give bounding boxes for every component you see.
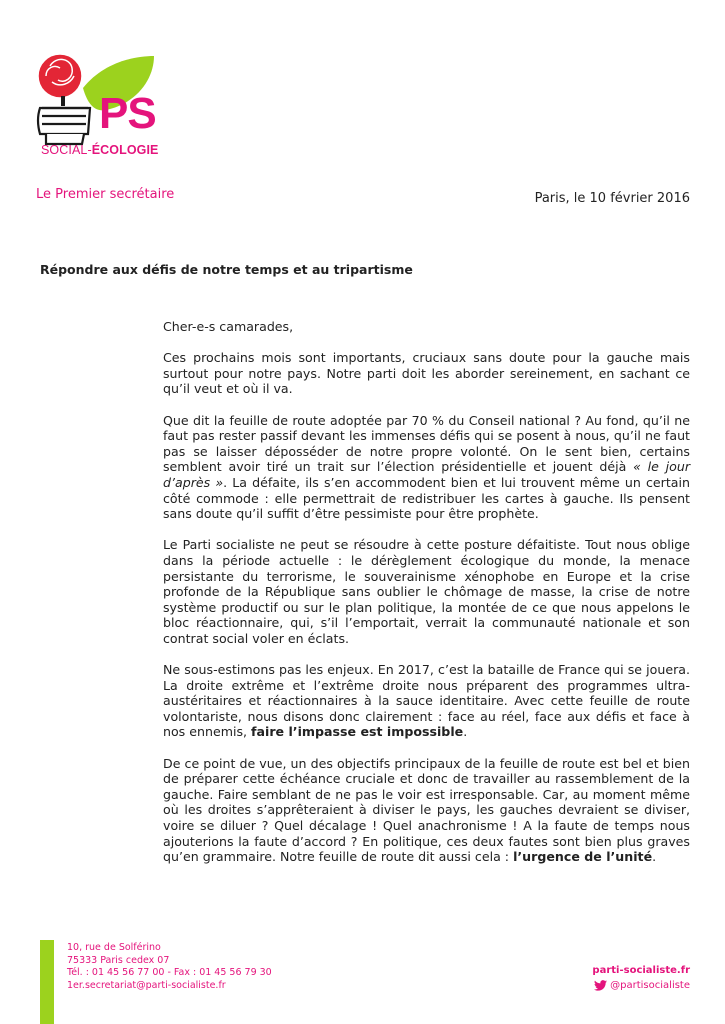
logo-tagline-ecologie: ÉCOLOGIE (91, 143, 159, 157)
paragraph-4-text-b: . (463, 724, 468, 740)
paragraph-5-text-a: De ce point de vue, un des objectifs principaux de la feuille de route est bel et bien de préparer cette échéance cruciale et donc de travailler au rassemblement de la gauche. Faire semblant de ne pas le voir est irresponsable. Car, au moment même où les droites s’apprêteraient à diviser le pays, les gauches devraient se diviser, voire se diluer ? Quel décalage ! Quel anachronisme ! A la faute de temps nous ajouterions la faute d’accord ? En politique, ces deux fautes sont bien plus graves qu’en grammaire. Notre feuille de route dit aussi cela : (163, 755, 690, 865)
letter-date: Paris, le 10 février 2016 (534, 191, 690, 206)
sender-role: Le Premier secrétaire (36, 187, 175, 202)
logo-tagline (41, 143, 181, 157)
letter-subject: Répondre aux défis de notre temps et au tripartisme (40, 262, 413, 277)
twitter-bird-icon (594, 980, 607, 991)
footer-accent-bar (40, 940, 54, 1024)
paragraph-5-text-b: . (652, 849, 657, 865)
paragraph-2-text-b: . La défaite, ils s’en accommodent bien et lui trouvent même un certain côté commode : elle permettrait de redistribuer les cartes à gauche. Ils pensent sans doute qu’il suffit d’être pessimiste pour être prophète. (163, 474, 690, 522)
logo-tagline-social: SOCIAL- (41, 143, 92, 157)
paragraph-3: Le Parti socialiste ne peut se résoudre à cette posture défaitiste. Tout nous oblige dans la période actuelle : le dérèglement écologique du monde, la menace persistante du terrorisme, le souverainisme xénophobe en Europe et la crise profonde de la République sans oublier le chômage de masse, la crise de notre système productif ou sur le plan politique, la montée de ce que nous appelons le bloc réactionnaire, qui, s’il l’emportait, verrait la communauté nationale et son contrat social voler en éclats. (163, 537, 690, 646)
paragraph-2-quote: « le jour d’après » (163, 459, 690, 490)
letter-body (163, 319, 690, 880)
address-street: 10, rue de Solférino (67, 942, 161, 953)
address-phone: Tél. : 01 45 56 77 00 - Fax : 01 45 56 79 30 (67, 967, 272, 978)
website-link[interactable]: parti-socialiste.fr (592, 965, 690, 976)
twitter-link[interactable] (592, 978, 690, 993)
paragraph-5-emphasis: l’urgence de l’unité (513, 849, 653, 865)
paragraph-1: Ces prochains mois sont importants, cruciaux sans doute pour la gauche mais surtout pour notre pays. Notre parti doit les aborder sereinement, en sachant ce qu’il veut et où il va. (163, 350, 690, 397)
address-email[interactable]: 1er.secretariat@parti-socialiste.fr (67, 979, 226, 991)
paragraph-2-text-a: Que dit la feuille de route adoptée par 70 % du Conseil national ? Au fond, qu’il ne faut pas rester passif devant les immenses défis qui se posent à nous, qu’il ne faut pas se laisser déposséder de notre propre volonté. On le sent bien, certains semblent avoir tiré un trait sur l’élection présidentielle et jouent déjà (163, 412, 690, 475)
paragraph-2 (163, 413, 690, 522)
address-city: 75333 Paris cedex 07 (67, 954, 170, 966)
paragraph-5 (163, 756, 690, 865)
paragraph-4 (163, 662, 690, 740)
footer-links (592, 963, 690, 993)
paragraph-4-text-a: Ne sous-estimons pas les enjeux. En 2017, c’est la bataille de France qui se jouera. La droite extrême et l’extrême droite nous préparent des programmes ultra-austéritaires et réactionnaires à la sauce identitaire. Avec cette feuille de route volontariste, nous disons donc clairement : face au réel, face aux défis et face à nos ennemis, (163, 662, 690, 740)
logo-ps-text: PS (99, 89, 156, 138)
paragraph-4-emphasis: faire l’impasse est impossible (251, 724, 464, 740)
twitter-handle: @partisocialiste (610, 980, 690, 991)
footer-address (67, 942, 272, 992)
greeting: Cher-e-s camarades, (163, 319, 294, 334)
